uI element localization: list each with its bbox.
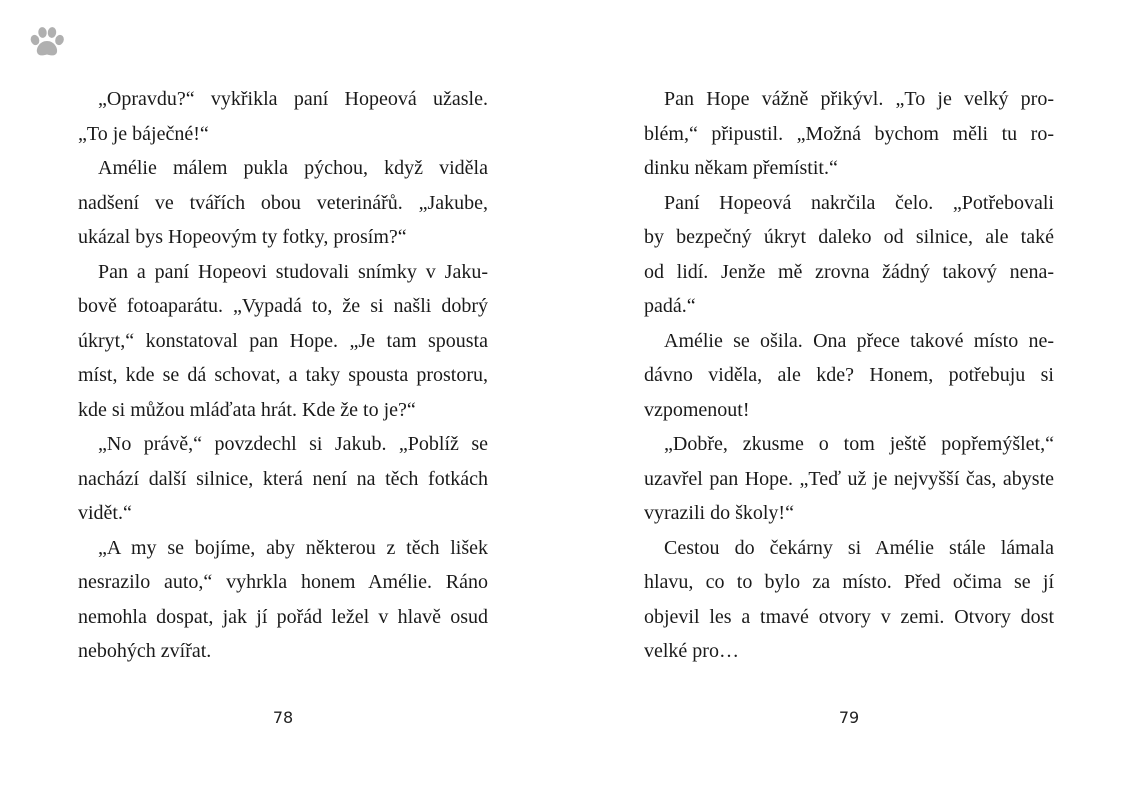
text-line: míst, kde se dá schovat, a taky spousta prostoru, xyxy=(78,364,488,386)
text-line: Amélie málem pukla pýchou, když viděla xyxy=(98,157,488,179)
text-line: nesrazilo auto,“ vyhrkla honem Amélie. Ráno xyxy=(78,571,488,593)
text-line: bově fotoaparátu. „Vypadá to, že si našli dobrý xyxy=(78,295,488,317)
text-line: Pan a paní Hopeovi studovali snímky v Jaku- xyxy=(98,260,488,283)
text-line: Cestou do čekárny si Amélie stále lámala xyxy=(664,536,1054,559)
paw-icon xyxy=(28,26,66,60)
text-line: nachází další silnice, která není na těch fotkách xyxy=(78,467,488,490)
paragraph xyxy=(644,324,1054,428)
text-line: nemohla dospat, jak jí pořád ležel v hlavě osud xyxy=(78,605,488,628)
text-line: padá.“ xyxy=(644,295,696,317)
page-number-right: 79 xyxy=(838,708,860,727)
text-line: nadšení ve tvářích obou veterinářů. „Jakube, xyxy=(78,191,488,214)
text-line: by bezpečný úkryt daleko od silnice, ale také xyxy=(644,226,1054,248)
text-line: dinku někam přemístit.“ xyxy=(644,157,838,179)
paragraph xyxy=(78,82,488,151)
text-line: vzpomenout! xyxy=(644,398,750,421)
text-line: hlavu, co to bylo za místo. Před očima se jí xyxy=(644,571,1054,593)
text-line: ukázal bys Hopeovým ty fotky, prosím?“ xyxy=(78,226,407,248)
paragraph xyxy=(644,427,1054,531)
text-line: vyrazili do školy!“ xyxy=(644,502,794,524)
text-line: velké pro… xyxy=(644,640,739,662)
text-line: „A my se bojíme, aby některou z těch lišek xyxy=(98,536,488,559)
text-line: Pan Hope vážně přikývl. „To je velký pro- xyxy=(664,88,1054,110)
text-line: „Opravdu?“ vykřikla paní Hopeová užasle. xyxy=(98,88,488,110)
paragraph xyxy=(78,531,488,669)
paragraph xyxy=(644,186,1054,324)
text-line: objevil les a tmavé otvory v zemi. Otvory dost xyxy=(644,605,1054,628)
text-line: blém,“ připustil. „Možná bychom měli tu ro- xyxy=(644,122,1054,145)
text-line: nebohých zvířat. xyxy=(78,640,212,662)
text-line: od lidí. Jenže mě zrovna žádný takový nena- xyxy=(644,260,1054,283)
right-page xyxy=(644,82,1054,669)
text-line: Amélie se ošila. Ona přece takové místo ne- xyxy=(664,329,1054,352)
paragraph xyxy=(78,151,488,255)
text-line: úkryt,“ konstatoval pan Hope. „Je tam spousta xyxy=(78,329,488,352)
text-line: „No právě,“ povzdechl si Jakub. „Poblíž se xyxy=(98,433,488,455)
paragraph xyxy=(78,255,488,428)
text-line: Paní Hopeová nakrčila čelo. „Potřebovali xyxy=(664,191,1054,214)
paragraph xyxy=(644,531,1054,669)
text-line: vidět.“ xyxy=(78,502,132,524)
paragraph xyxy=(644,82,1054,186)
text-line: kde si můžou mláďata hrát. Kde že to je?“ xyxy=(78,398,416,421)
left-page xyxy=(78,82,488,669)
text-line: „Dobře, zkusme o tom ještě popřemýšlet,“ xyxy=(664,433,1054,455)
text-line: dávno viděla, ale kde? Honem, potřebuju si xyxy=(644,364,1054,386)
paragraph xyxy=(78,427,488,531)
text-line: „To je báječné!“ xyxy=(78,122,209,145)
text-line: uzavřel pan Hope. „Teď už je nejvyšší čas, abyste xyxy=(644,467,1054,490)
page-number-left: 78 xyxy=(272,708,294,727)
